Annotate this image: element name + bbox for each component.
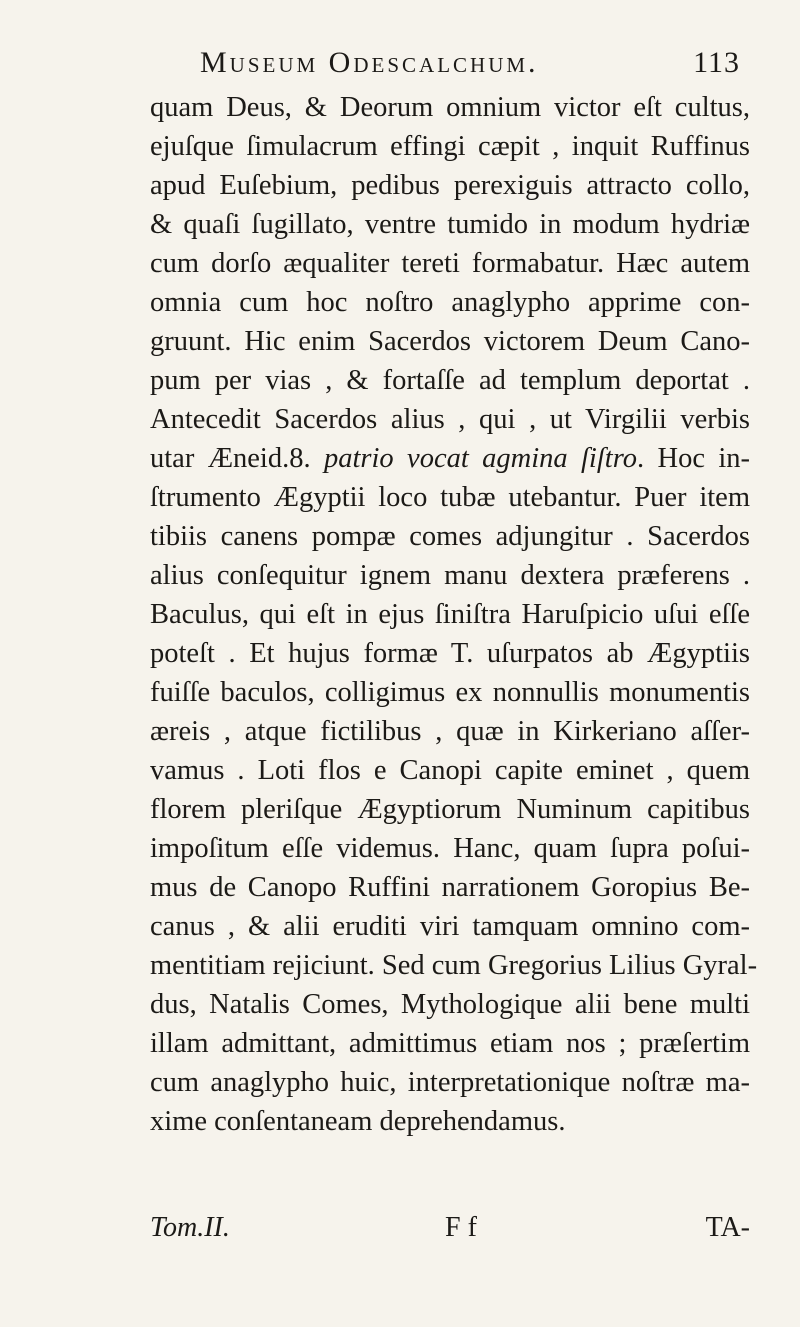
text-line: canus , & alii eruditi viri tamquam omnino com-: [150, 911, 750, 942]
text-line: impoſitum eſſe videmus. Hanc, quam ſupra poſui-: [150, 833, 750, 864]
text-line: poteſt . Et hujus formæ T. uſurpatos ab Ægyptiis: [150, 638, 750, 669]
volume-label: Tom.II.: [150, 1212, 230, 1243]
catchword: TA-: [705, 1212, 750, 1243]
text-line: pum per vias , & fortaſſe ad templum deportat .: [150, 365, 750, 396]
signature-mark: F f: [445, 1212, 477, 1243]
body-text: [150, 88, 758, 1141]
text-line: vamus . Loti flos e Canopi capite eminet , quem: [150, 755, 750, 786]
text-line: quam Deus, & Deorum omnium victor eſt cultus,: [150, 92, 750, 123]
running-head: [200, 46, 740, 86]
text-line: tibiis canens pompæ comes adjungitur . Sacerdos: [150, 521, 750, 552]
page-number: 113: [693, 46, 740, 79]
running-head-title: Museum Odescalchum.: [200, 46, 539, 79]
text-line: Baculus, qui eſt in ejus ſiniſtra Haruſpicio uſui eſſe: [150, 599, 750, 630]
text-line: dus, Natalis Comes, Mythologique alii bene multi: [150, 989, 750, 1020]
text-segment: utar Æneid.8.: [150, 443, 324, 474]
text-line: gruunt. Hic enim Sacerdos victorem Deum Cano-: [150, 326, 750, 357]
text-line: illam admittant, admittimus etiam nos ; præſertim: [150, 1028, 750, 1059]
text-line: ſtrumento Ægyptii loco tubæ utebantur. Puer item: [150, 482, 750, 513]
text-line: cum anaglypho huic, interpretationique noſtræ ma-: [150, 1067, 750, 1098]
text-line: fuiſſe baculos, colligimus ex nonnullis monumentis: [150, 677, 750, 708]
text-line: cum dorſo æqualiter tereti formabatur. Hæc autem: [150, 248, 750, 279]
text-line-with-quotation: [150, 439, 750, 478]
text-line: & quaſi ſugillato, ventre tumido in modum hydriæ: [150, 209, 750, 240]
text-line: Antecedit Sacerdos alius , qui , ut Virgilii verbis: [150, 404, 750, 435]
text-line: mus de Canopo Ruffini narrationem Goropius Be-: [150, 872, 750, 903]
text-segment: . Hoc in-: [636, 443, 751, 474]
text-line: omnia cum hoc noſtro anaglypho apprime con-: [150, 287, 750, 318]
text-line: æreis , atque fictilibus , quæ in Kirkeriano aſſer-: [150, 716, 750, 747]
text-line-last: xime conſentaneam deprehendamus.: [150, 1106, 566, 1137]
text-line: ejuſque ſimulacrum effingi cæpit , inquit Ruffinus: [150, 131, 750, 162]
page-footer: [150, 1212, 750, 1252]
text-line: florem pleriſque Ægyptiorum Numinum capitibus: [150, 794, 750, 825]
text-line: apud Euſebium, pedibus perexiguis attracto collo,: [150, 170, 750, 201]
text-line: alius conſequitur ignem manu dextera præferens .: [150, 560, 750, 591]
virgil-quotation: patrio vocat agmina ſiſtro: [323, 443, 637, 474]
text-line: mentitiam rejiciunt. Sed cum Gregorius Lilius Gyral-: [150, 950, 758, 981]
